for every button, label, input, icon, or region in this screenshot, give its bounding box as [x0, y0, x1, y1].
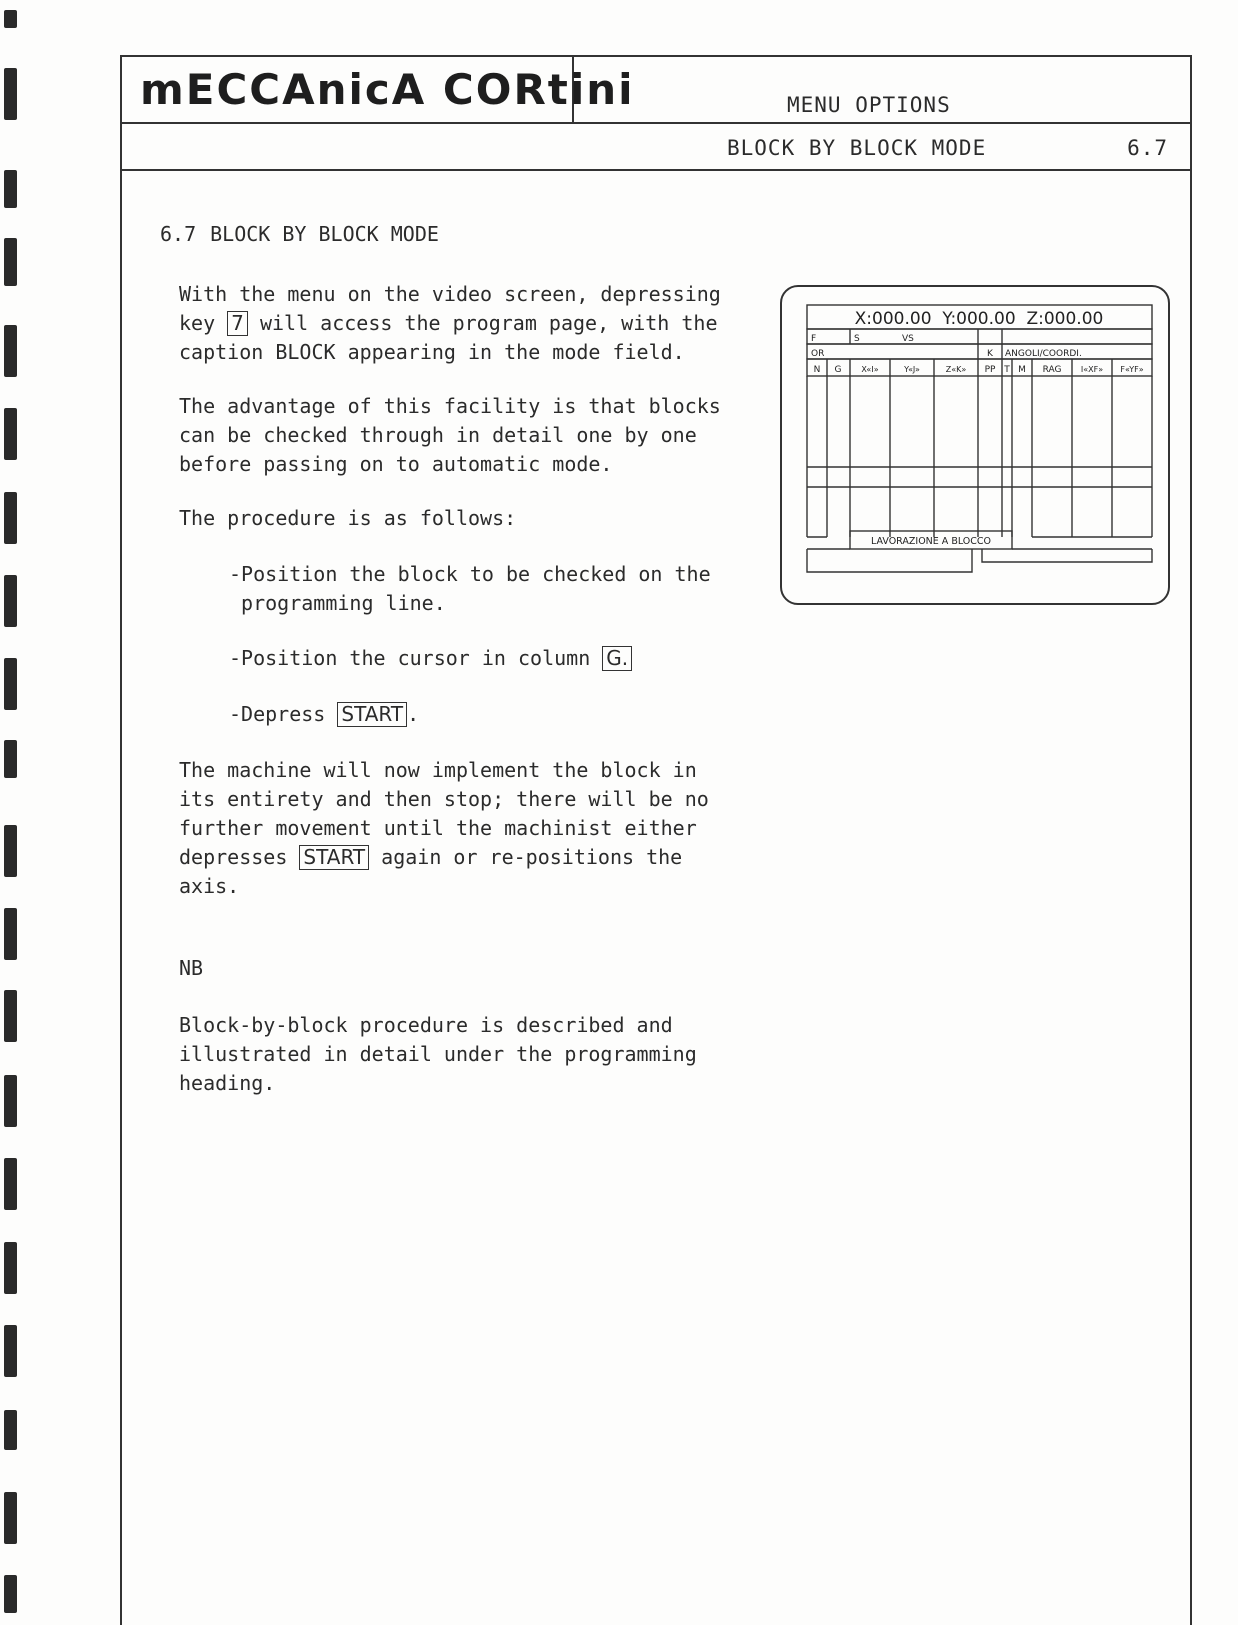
column-header: RAG [1042, 365, 1062, 375]
screen-coordinates: X:000.00 Y:000.00 Z:000.00 [854, 309, 1104, 329]
step-position-cursor [229, 644, 632, 673]
column-header: G [834, 365, 842, 375]
text-line: caption BLOCK appearing in the mode field. [179, 340, 685, 364]
key-start: START [299, 845, 369, 870]
binder-hole [4, 1325, 17, 1377]
key-7: 7 [227, 311, 248, 336]
column-header: Z«K» [945, 365, 967, 374]
section-heading-title: BLOCK BY BLOCK MODE [210, 222, 439, 246]
text-line: The advantage of this facility is that blocks [179, 394, 721, 418]
text-line: The machine will now implement the block in [179, 758, 697, 782]
text-line: can be checked through in detail one by one [179, 423, 697, 447]
binder-hole [4, 575, 17, 627]
menu-title: MENU OPTIONS [787, 93, 951, 117]
key-start: START [337, 702, 407, 727]
paragraph-procedure: The procedure is as follows: [179, 506, 517, 530]
column-header: X«I» [861, 365, 879, 374]
paragraph-advantage [179, 392, 721, 479]
video-screen-diagram [780, 285, 1170, 605]
text-line: illustrated in detail under the programming [179, 1042, 697, 1066]
text-line: will access the program page, with the [247, 311, 718, 335]
nb-label: NB [179, 956, 204, 980]
binder-hole [4, 1575, 17, 1613]
binder-hole [4, 1158, 17, 1210]
screen-field-s: S [854, 334, 860, 344]
screen-field-f: F [811, 334, 817, 344]
logo-box [122, 57, 635, 122]
binder-hole [4, 10, 17, 28]
paragraph-machine [179, 756, 709, 901]
column-header: PP [984, 365, 996, 375]
column-header: T [1004, 365, 1010, 375]
section-number: 6.7 [1127, 136, 1168, 160]
paragraph-nb [179, 1011, 697, 1098]
binder-hole [4, 238, 17, 286]
text-line: depresses [179, 845, 300, 869]
screen-layout-drawing [782, 287, 1172, 607]
text-line: again or re-positions the [369, 845, 683, 869]
binder-hole [4, 990, 17, 1042]
screen-field-or: OR [811, 349, 825, 359]
page-subtitle: BLOCK BY BLOCK MODE [727, 136, 987, 160]
step-position-block [229, 560, 711, 618]
binder-hole [4, 492, 17, 544]
paragraph-intro [179, 280, 721, 367]
key-g: G. [602, 646, 632, 671]
text-line: -Position the cursor in column [229, 646, 603, 670]
binder-hole [4, 825, 17, 877]
binder-holes [0, 0, 60, 1613]
screen-mode-caption: LAVORAZIONE A BLOCCO [870, 536, 992, 547]
section-heading-number: 6.7 [160, 222, 197, 246]
column-header: M [1018, 365, 1026, 375]
text-line: With the menu on the video screen, depressing [179, 282, 721, 306]
binder-hole [4, 658, 17, 710]
binder-hole [4, 1075, 17, 1127]
column-header: F«YF» [1120, 365, 1144, 374]
text-line: . [407, 702, 420, 726]
text-line: heading. [179, 1071, 276, 1095]
screen-field-k: K [987, 349, 993, 359]
binder-hole [4, 740, 17, 778]
section-heading [160, 222, 439, 246]
text-line: -Depress [229, 702, 338, 726]
text-line: its entirety and then stop; there will be no [179, 787, 709, 811]
binder-hole [4, 408, 17, 460]
text-line: Block-by-block procedure is described and [179, 1013, 673, 1037]
binder-hole [4, 170, 17, 208]
binder-hole [4, 1242, 17, 1294]
header-second-row [122, 122, 1190, 171]
screen-field-vs: VS [902, 334, 914, 344]
text-line: programming line. [229, 591, 446, 615]
header-top-row [122, 57, 1190, 124]
text-line: further movement until the machinist either [179, 816, 697, 840]
binder-hole [4, 1492, 17, 1544]
binder-hole [4, 325, 17, 377]
company-logo: mECCAnicA CORtini [140, 65, 635, 114]
binder-hole [4, 908, 17, 960]
text-line: before passing on to automatic mode. [179, 452, 613, 476]
step-depress-start [229, 700, 419, 729]
column-header: N [813, 365, 821, 375]
text-line: -Position the block to be checked on the [229, 562, 711, 586]
column-header: Y«J» [904, 365, 920, 374]
binder-hole [4, 1410, 17, 1450]
text-line: key [179, 311, 228, 335]
screen-field-angoli: ANGOLI/COORDI. [1005, 349, 1082, 359]
binder-hole [4, 68, 17, 120]
text-line: axis. [179, 874, 240, 898]
column-header: I«XF» [1080, 365, 1104, 374]
